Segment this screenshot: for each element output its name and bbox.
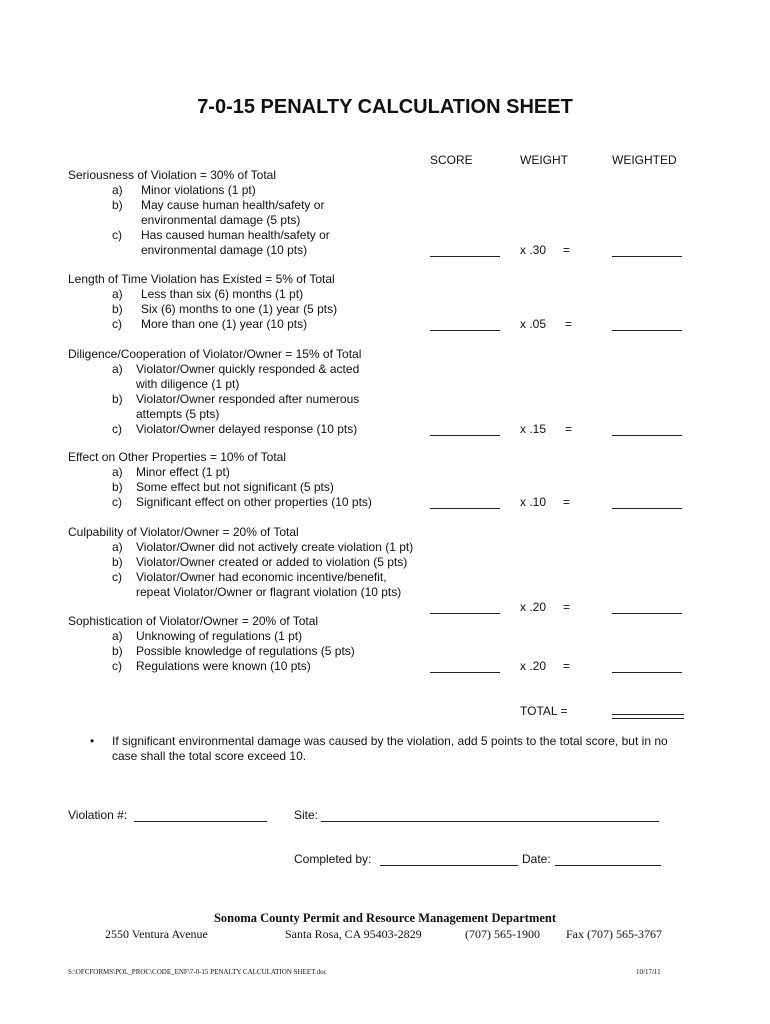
equals-sign: = <box>563 495 571 509</box>
completed-by-field[interactable] <box>380 865 518 866</box>
weight-value: x .05 <box>520 317 547 331</box>
file-path: S:\OFCFORMS\POL_PROC\CODE_ENF\7-0-15 PENALTY CALCULATION SHEET.doc <box>68 968 327 976</box>
section-seriousness <box>68 168 330 273</box>
completed-by-label: Completed by: <box>294 852 372 866</box>
item-text: Minor violations (1 pt) <box>141 183 256 197</box>
item-letter: a) <box>112 362 123 376</box>
weighted-blank[interactable] <box>612 435 682 436</box>
item-letter: b) <box>112 392 123 406</box>
department-name: Sonoma County Permit and Resource Management Department <box>213 911 557 925</box>
item-text: Minor effect (1 pt) <box>136 465 230 479</box>
item-letter: a) <box>112 183 123 197</box>
item-letter: b) <box>112 480 123 494</box>
section-heading: Culpability of Violator/Owner = 20% of Total <box>68 525 299 539</box>
item-letter: b) <box>112 302 123 316</box>
weight-value: x .20 <box>520 600 547 614</box>
item-letter: c) <box>112 317 122 331</box>
note-text-line-2: case shall the total score exceed 10. <box>112 749 307 763</box>
item-text: attempts (5 pts) <box>136 407 220 421</box>
item-text: Six (6) months to one (1) year (5 pts) <box>141 302 338 316</box>
revision-date: 10/17/11 <box>636 968 661 976</box>
weight-value: x .20 <box>520 659 547 673</box>
note-text-line-1: If significant environmental damage was caused by the violation, add 5 points to the total score, but in no <box>112 734 668 748</box>
item-letter: c) <box>112 659 122 673</box>
item-letter: b) <box>112 198 123 212</box>
page-title: 7-0-15 PENALTY CALCULATION SHEET <box>197 96 573 118</box>
total-blank[interactable] <box>612 714 684 719</box>
item-letter: c) <box>112 228 122 242</box>
section-heading: Length of Time Violation has Existed = 5% of Total <box>68 272 335 286</box>
section-heading: Diligence/Cooperation of Violator/Owner = 15% of Total <box>68 347 362 361</box>
item-text: Has caused human health/safety or <box>141 228 330 242</box>
weighted-blank[interactable] <box>612 508 682 509</box>
equals-sign: = <box>565 422 573 436</box>
item-letter: b) <box>112 644 123 658</box>
item-text: environmental damage (10 pts) <box>141 243 308 257</box>
footer-city: Santa Rosa, CA 95403-2829 <box>285 927 422 941</box>
weight-value: x .10 <box>520 495 547 509</box>
weighted-blank[interactable] <box>612 672 682 673</box>
violation-number-field[interactable] <box>134 821 267 822</box>
item-letter: c) <box>112 495 122 509</box>
item-letter: b) <box>112 555 123 569</box>
score-blank[interactable] <box>430 508 500 509</box>
score-column-header: SCORE <box>430 153 473 167</box>
weight-column-header: WEIGHT <box>520 153 568 167</box>
weight-value: x .30 <box>520 243 547 257</box>
score-blank[interactable] <box>430 672 500 673</box>
score-blank[interactable] <box>430 330 500 331</box>
item-text: Violator/Owner delayed response (10 pts) <box>136 422 358 436</box>
item-text: Some effect but not significant (5 pts) <box>136 480 334 494</box>
item-text: Violator/Owner responded after numerous <box>136 392 360 406</box>
footer-fax: Fax (707) 565-3767 <box>566 927 662 941</box>
equals-sign: = <box>563 600 571 614</box>
site-label: Site: <box>294 808 319 822</box>
item-letter: a) <box>112 465 123 479</box>
item-text: Violator/Owner quickly responded & acted <box>136 362 360 376</box>
footer-address: 2550 Ventura Avenue <box>105 927 208 941</box>
section-length-of-time <box>68 272 338 332</box>
section-culpability <box>68 525 414 600</box>
item-letter: a) <box>112 540 123 554</box>
item-letter: c) <box>112 570 122 584</box>
item-text: Less than six (6) months (1 pt) <box>141 287 304 301</box>
section-heading: Seriousness of Violation = 30% of Total <box>68 168 277 182</box>
weighted-blank[interactable] <box>612 330 682 331</box>
score-blank[interactable] <box>430 256 500 257</box>
equals-sign: = <box>563 243 571 257</box>
item-text: Possible knowledge of regulations (5 pts) <box>136 644 355 658</box>
section-effect-on-properties <box>68 450 372 510</box>
section-diligence <box>68 347 361 437</box>
weighted-blank[interactable] <box>612 256 682 257</box>
total-label: TOTAL = <box>520 704 568 718</box>
item-text: Violator/Owner created or added to violation (5 pts) <box>136 555 408 569</box>
weight-value: x .15 <box>520 422 547 436</box>
footer-phone: (707) 565-1900 <box>465 927 540 941</box>
date-label: Date: <box>522 852 551 866</box>
item-text: with diligence (1 pt) <box>136 377 240 391</box>
section-sophistication <box>68 614 355 674</box>
site-field[interactable] <box>321 821 659 822</box>
item-text: Regulations were known (10 pts) <box>136 659 311 673</box>
weighted-column-header: WEIGHTED <box>612 153 677 167</box>
weighted-blank[interactable] <box>612 613 682 614</box>
item-letter: a) <box>112 629 123 643</box>
item-text: Violator/Owner had economic incentive/benefit, <box>136 570 387 584</box>
date-field[interactable] <box>555 865 661 866</box>
item-text: repeat Violator/Owner or flagrant violation (10 pts) <box>136 585 402 599</box>
item-letter: a) <box>112 287 123 301</box>
section-heading: Effect on Other Properties = 10% of Total <box>68 450 287 464</box>
item-letter: c) <box>112 422 122 436</box>
item-text: More than one (1) year (10 pts) <box>141 317 308 331</box>
score-blank[interactable] <box>430 613 500 614</box>
violation-label: Violation #: <box>68 808 128 822</box>
item-text: environmental damage (5 pts) <box>141 213 301 227</box>
note-bullet: • <box>90 734 95 748</box>
equals-sign: = <box>563 659 571 673</box>
item-text: Unknowing of regulations (1 pt) <box>136 629 303 643</box>
equals-sign: = <box>565 317 573 331</box>
item-text: May cause human health/safety or <box>141 198 325 212</box>
score-blank[interactable] <box>430 435 500 436</box>
item-text: Significant effect on other properties (10 pts) <box>136 495 372 509</box>
item-text: Violator/Owner did not actively create violation (1 pt) <box>136 540 414 554</box>
section-heading: Sophistication of Violator/Owner = 20% of Total <box>68 614 319 628</box>
